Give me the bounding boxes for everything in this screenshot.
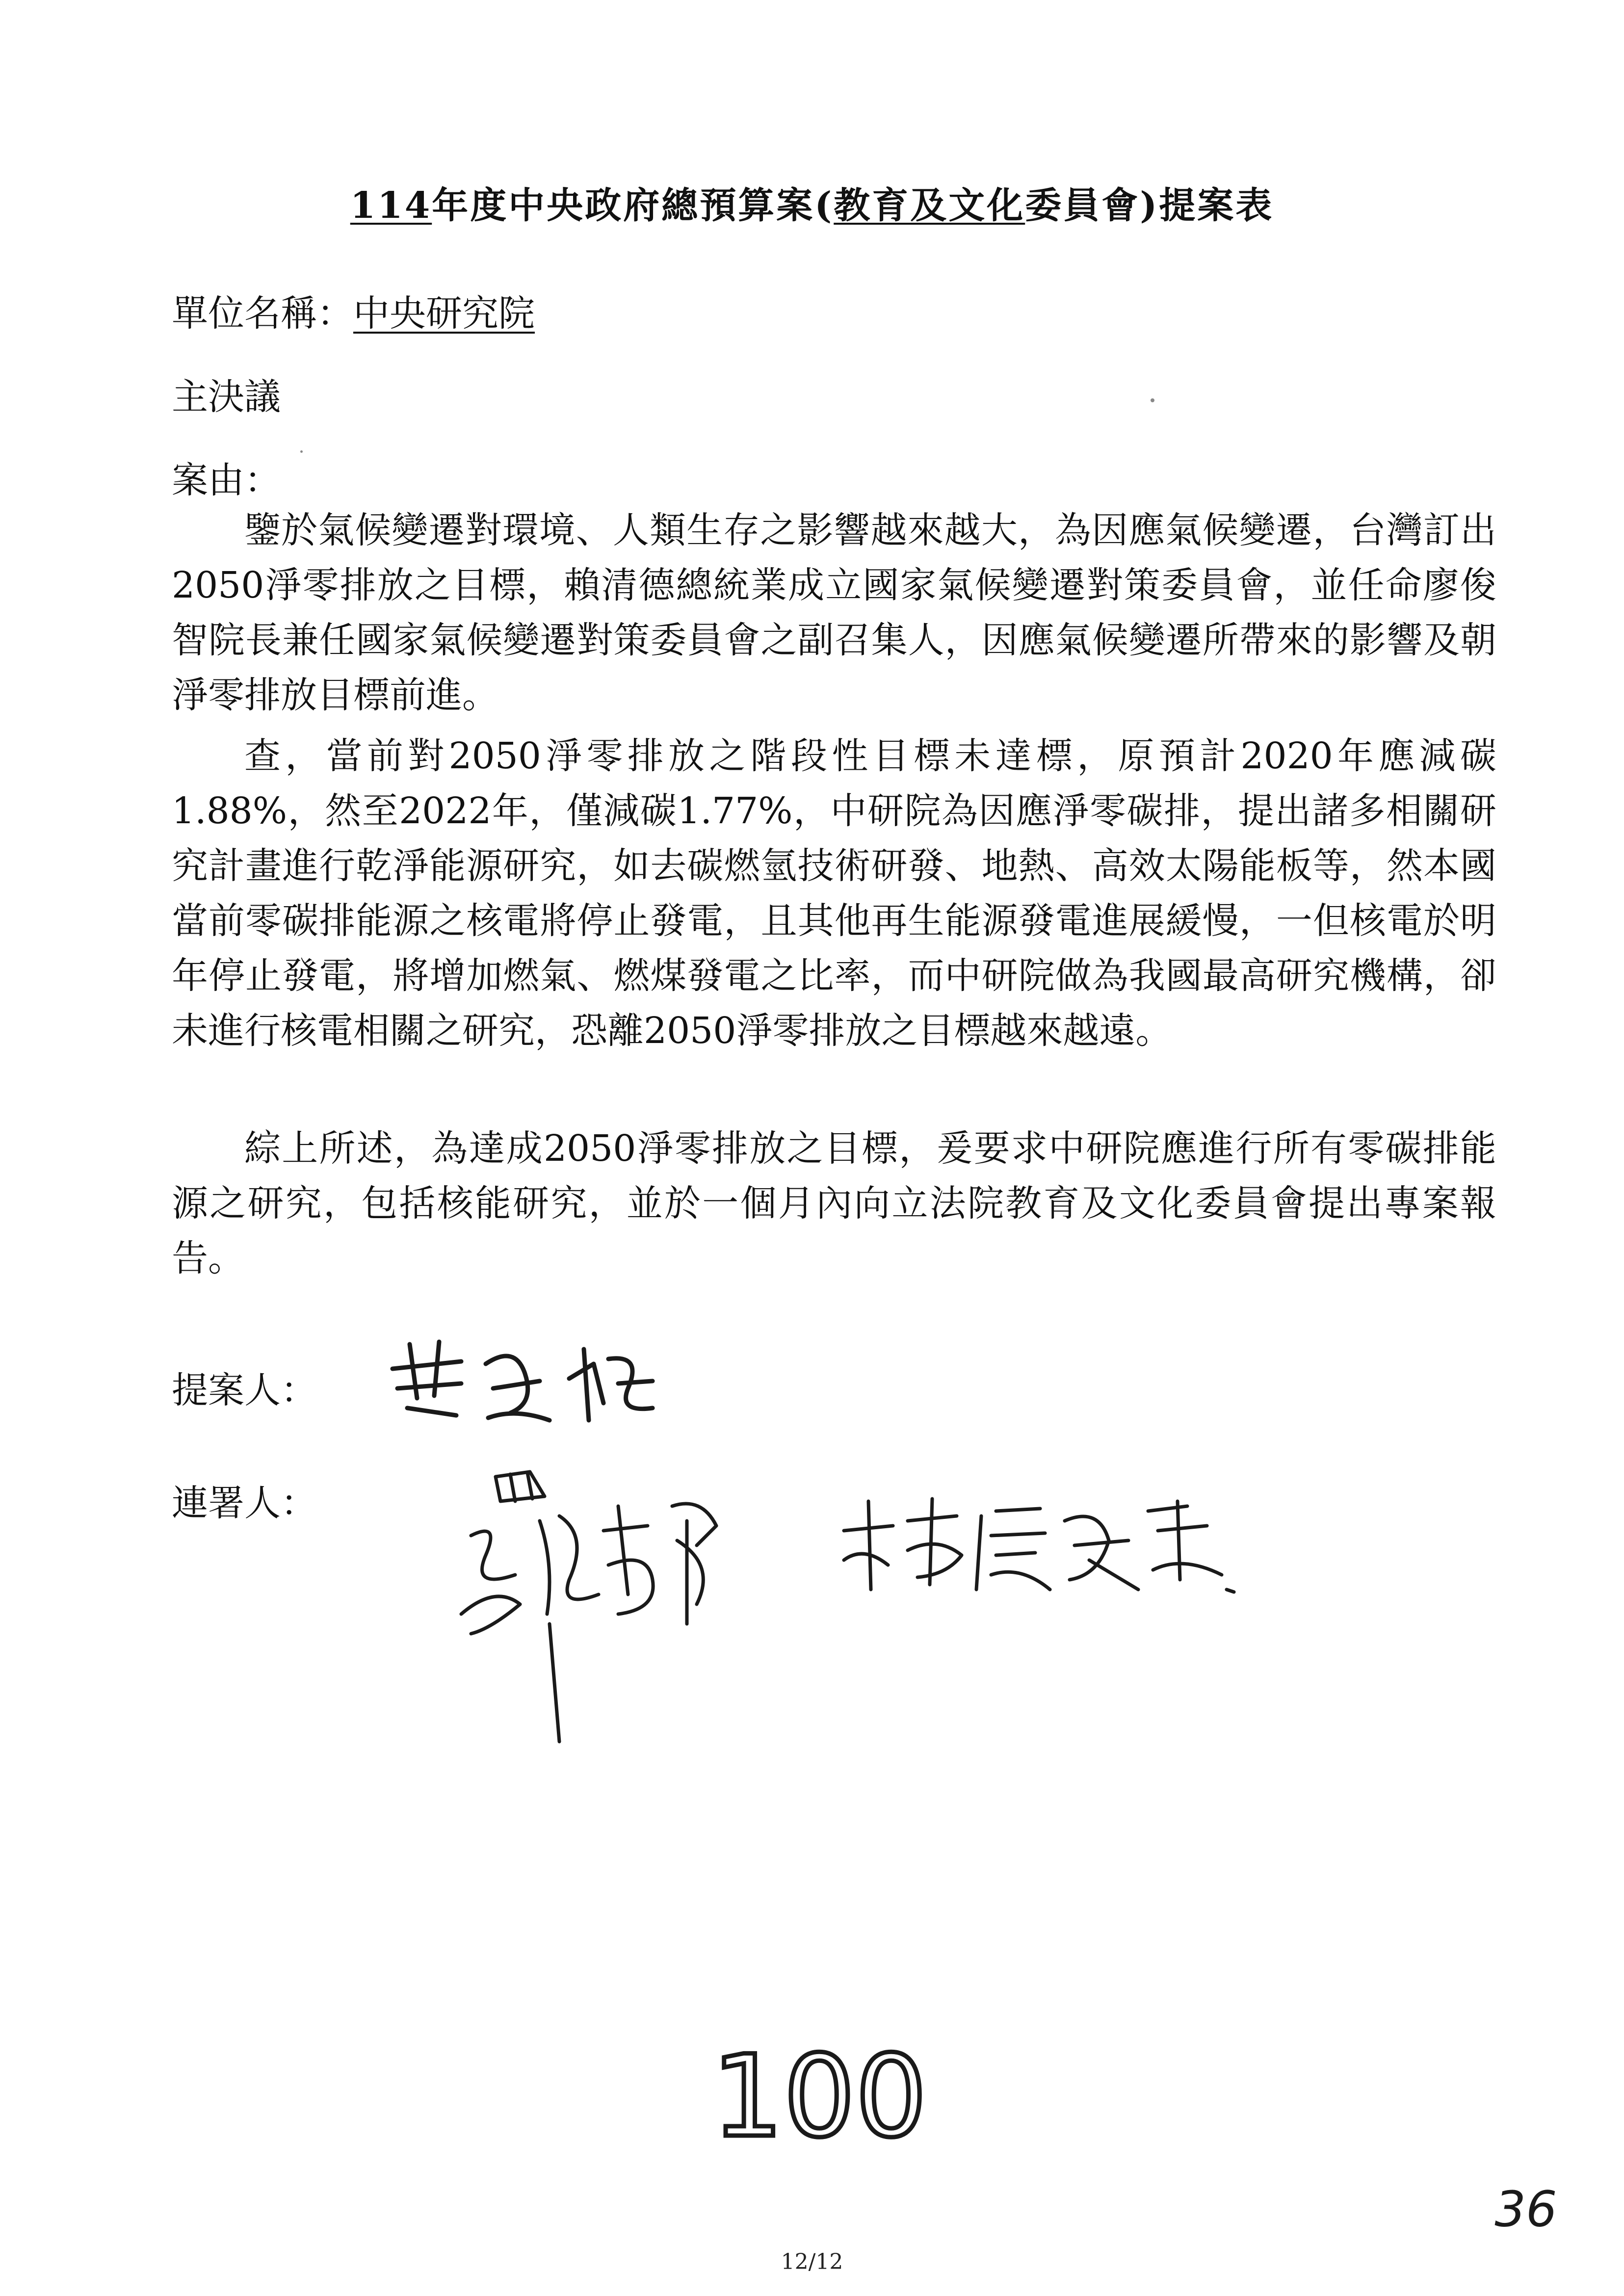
resolution-type: 主決議 (172, 376, 281, 418)
handwritten-page-mark (1482, 2178, 1570, 2242)
reason-paragraph-2: 查，當前對2050淨零排放之階段性目標未達標，原預計2020年應減碳1.88%，然至2022年，僅減碳1.77%，中研院為因應淨零碳排，提出諸多相關研究計畫進行乾淨能源研究，如去碳燃氫技術研發、地熱、高效太陽能板等，然本國當前零碳排能源之核電將停止發電，且其他再生能源發電進展緩慢，一但核電於明年停止發電，將增加燃氣、燃煤發電之比率，而中研院做為我國最高研究機構，卻未進行核電相關之研究，恐離2050淨零排放之目標越來越遠。 (172, 735, 1496, 1052)
svg-text:36: 36 (1494, 2180, 1557, 2238)
title-part2: 委員會)提案表 (1025, 184, 1274, 227)
title-committee: 教育及文化 (834, 184, 1025, 227)
title-part1: 年度中央政府總預算案( (432, 184, 834, 227)
scan-speck (1151, 398, 1154, 402)
unit-label: 單位名稱： (172, 292, 353, 335)
cosigner-label: 連署人： (172, 1482, 317, 1524)
cosigner-signature-1 (442, 1467, 785, 1751)
title-year: 114 (350, 184, 432, 227)
unit-row (172, 285, 535, 337)
reason-paragraph-1: 鑒於氣候變遷對環境、人類生存之影響越來越大，為因應氣候變遷，台灣訂出2050淨零排放之目標，賴清德總統業成立國家氣候變遷對策委員會，並任命廖俊智院長兼任國家氣候變遷對策委員會之副召集人，因應氣候變遷所帶來的影響及朝淨零排放目標前進。 (172, 509, 1496, 716)
reason-paragraph-3: 綜上所述，為達成2050淨零排放之目標，爰要求中研院應進行所有零碳排能源之研究，包括核能研究，並於一個月內向立法院教育及文化委員會提出專案報告。 (172, 1127, 1496, 1279)
cosigner-signature-2 (834, 1491, 1241, 1609)
scan-speck (300, 450, 303, 453)
reason-label: 案由： (172, 459, 281, 501)
proposer-signature (388, 1334, 662, 1428)
document-title (0, 177, 1624, 229)
page-indicator: 12/12 (781, 2249, 843, 2274)
unit-value: 中央研究院 (353, 292, 535, 335)
handwritten-number-100 (682, 2031, 957, 2173)
svg-text:100: 100 (711, 2031, 927, 2163)
proposer-label: 提案人： (172, 1369, 317, 1411)
